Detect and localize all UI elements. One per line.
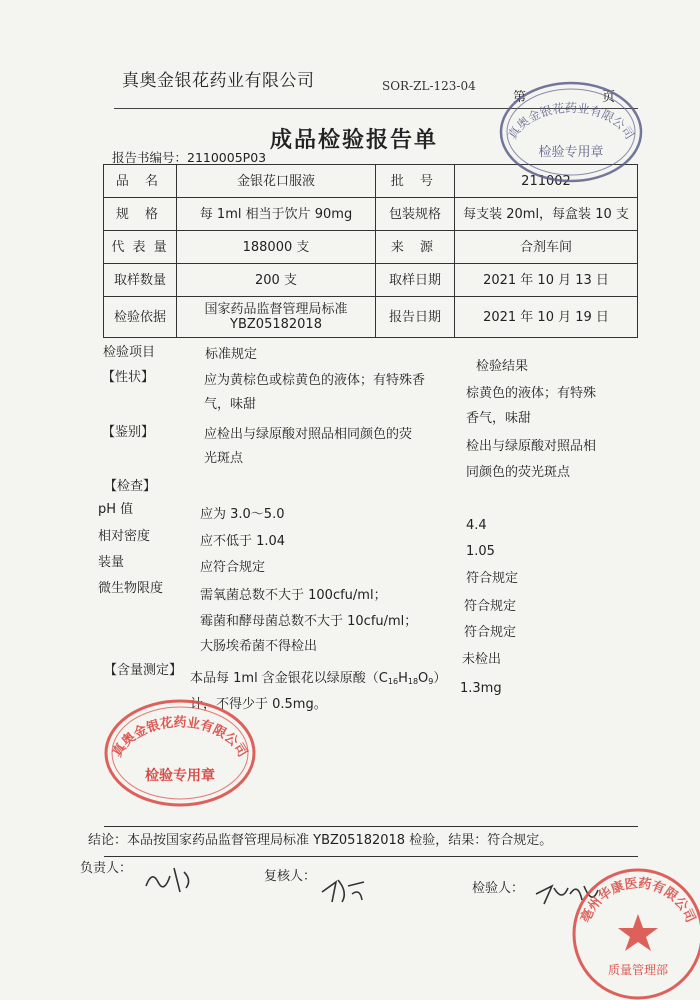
col-result-heading: 检验结果: [476, 359, 529, 374]
conclusion: 结论：本品按国家药品监督管理局标准 YBZ05182018 检验，结果：符合规定。: [88, 833, 553, 848]
batch-value: 211002: [455, 165, 638, 198]
assay-standard-2: 计，不得少于 0.5mg。: [190, 697, 327, 712]
info-table: [103, 164, 638, 338]
density-label: 相对密度: [98, 529, 151, 544]
assay-element: H: [398, 671, 408, 686]
character-result-1: 棕黄色的液体；有特殊: [466, 386, 597, 401]
sample-date-value: 2021 年 10 月 13 日: [455, 264, 638, 297]
ph-result: 4.4: [466, 518, 487, 533]
source-label: 来 源: [376, 231, 455, 264]
check-label: 【检查】: [104, 479, 157, 494]
rep-value: 188000 支: [177, 231, 376, 264]
report-date-value: 2021 年 10 月 19 日: [455, 297, 638, 338]
microbial-standard-1: 需氧菌总数不大于 100cfu/ml；: [200, 588, 387, 603]
fill-standard: 应符合规定: [200, 560, 266, 575]
ph-label: pH 值: [98, 502, 134, 517]
bottom-stamp-subtext: 质量管理部: [607, 963, 669, 977]
assay-element: O: [418, 671, 429, 686]
microbial-label: 微生物限度: [98, 581, 164, 596]
assay-label: 【含量测定】: [104, 663, 183, 678]
table-row: [104, 297, 638, 338]
character-label: 【性状】: [102, 370, 155, 385]
density-standard: 应不低于 1.04: [200, 534, 286, 549]
microbial-result-2: 符合规定: [464, 625, 517, 640]
middle-stamp-text: 真奥金银花药业有限公司: [110, 715, 250, 760]
reviewer-label: 复核人：: [264, 869, 317, 884]
responsible-signature: [140, 862, 200, 896]
identification-label: 【鉴别】: [102, 425, 155, 440]
spec-value: 每 1ml 相当于饮片 90mg: [177, 198, 376, 231]
table-row: [104, 198, 638, 231]
product-label: 品 名: [104, 165, 177, 198]
fill-result: 符合规定: [466, 571, 519, 586]
batch-label: 批 号: [376, 165, 455, 198]
identification-result-2: 同颜色的荧光斑点: [466, 465, 571, 480]
assay-subscript: 9: [428, 677, 434, 686]
bottom-stamp-text: 亳州华康医药有限公司: [578, 876, 698, 926]
microbial-result-3: 未检出: [462, 652, 502, 667]
page-suffix: 页: [602, 90, 616, 105]
col-item-heading: 检验项目: [103, 345, 156, 360]
page-title: 成品检验报告单: [270, 128, 439, 153]
assay-standard-1: [190, 668, 446, 693]
identification-standard-1: 应检出与绿原酸对照品相同颜色的荧: [204, 427, 413, 442]
top-stamp-subtext: 检验专用章: [538, 145, 604, 160]
fill-label: 装量: [98, 555, 125, 570]
basis-line-1: 国家药品监督管理局标准: [204, 302, 348, 317]
company-name: 真奥金银花药业有限公司: [122, 71, 315, 91]
col-std-heading: 标准规定: [205, 347, 258, 362]
responsible-label: 负责人：: [80, 861, 133, 876]
pack-label: 包装规格: [376, 198, 455, 231]
ph-standard: 应为 3.0～5.0: [200, 507, 285, 522]
sample-qty-value: 200 支: [177, 264, 376, 297]
assay-text: ）: [433, 671, 447, 686]
page-prefix: 第: [513, 90, 527, 105]
basis-label: 检验依据: [104, 297, 177, 338]
table-row: [104, 264, 638, 297]
basis-line-2: YBZ05182018: [230, 317, 322, 332]
character-standard-1: 应为黄棕色或棕黄色的液体；有特殊香: [204, 373, 426, 388]
sample-qty-label: 取样数量: [104, 264, 177, 297]
assay-result: 1.3mg: [460, 681, 502, 696]
density-result: 1.05: [466, 544, 495, 559]
report-date-label: 报告日期: [376, 297, 455, 338]
table-row: [104, 231, 638, 264]
conclusion-rule-bottom: [104, 856, 638, 857]
source-value: 合剂车间: [455, 231, 638, 264]
microbial-result-1: 符合规定: [464, 599, 517, 614]
identification-standard-2: 光斑点: [204, 451, 244, 466]
character-standard-2: 气，味甜: [204, 397, 257, 412]
sample-date-label: 取样日期: [376, 264, 455, 297]
inspector-label: 检验人：: [472, 881, 525, 896]
assay-text: 本品每 1ml 含金银花以绿原酸（C: [190, 671, 388, 686]
spec-label: 规 格: [104, 198, 177, 231]
pack-value: 每支装 20ml，每盒装 10 支: [455, 198, 638, 231]
assay-subscript: 18: [407, 677, 419, 686]
document-code: SOR-ZL-123-04: [382, 79, 476, 93]
microbial-standard-2: 霉菌和酵母菌总数不大于 10cfu/ml；: [200, 614, 418, 629]
svg-text:真奥金银花药业有限公司: [504, 101, 636, 142]
middle-stamp-subtext: 检验专用章: [145, 768, 215, 784]
microbial-standard-3: 大肠埃希菌不得检出: [200, 639, 318, 654]
product-value: 金银花口服液: [177, 165, 376, 198]
reviewer-signature: [318, 872, 370, 908]
basis-value: [177, 297, 376, 338]
character-result-2: 香气，味甜: [466, 411, 532, 426]
report-number: 报告书编号：2110005P03: [112, 150, 267, 165]
rep-label: 代 表 量: [104, 231, 177, 264]
identification-result-1: 检出与绿原酸对照品相: [466, 439, 597, 454]
star-icon: [618, 914, 658, 951]
top-stamp-text: 真奥金银花药业有限公司: [505, 101, 637, 142]
top-inspection-stamp: [496, 78, 646, 186]
assay-subscript: 16: [387, 677, 399, 686]
quality-dept-stamp: [566, 862, 700, 1000]
conclusion-rule-top: [104, 826, 638, 827]
middle-inspection-stamp: [100, 696, 260, 810]
